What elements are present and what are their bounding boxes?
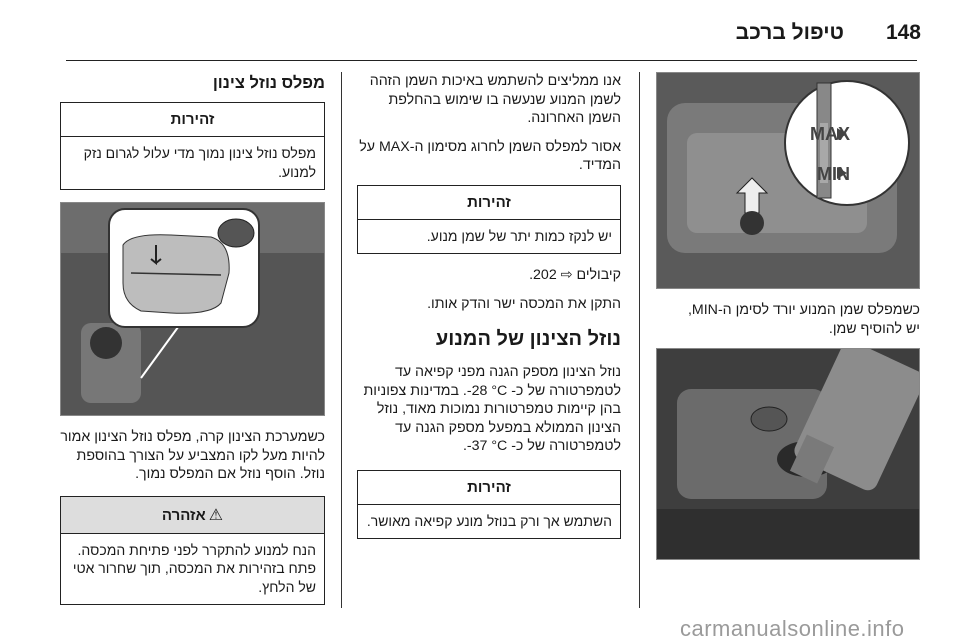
oil-max-text: אסור למפלס השמן לחרוג מסימון ה-MAX על המדיד.: [359, 138, 621, 173]
warning-box: [60, 496, 325, 606]
capacities-page[interactable]: 202: [533, 267, 557, 283]
caution-body: השתמש אך ורק בנוזל מונע קפיאה מאושר.: [366, 512, 612, 529]
fit-cap-text: התקן את המכסה ישר והדק אותו.: [427, 295, 621, 312]
capacities-label: קיבולים: [572, 267, 621, 283]
caution-title: זהירות: [61, 103, 324, 137]
watermark: carmanualsonline.info: [680, 616, 905, 641]
warning-title-row: [61, 497, 324, 534]
coolant-heading: נוזל הצינון של המנוע: [435, 328, 621, 350]
oil-filling-image: [656, 348, 920, 560]
header-rule: [66, 60, 917, 61]
coolant-reservoir-illustration: [61, 203, 324, 415]
caution-box-oil: [357, 185, 621, 255]
warning-title: אזהרה: [161, 506, 206, 524]
right-column: [656, 72, 920, 560]
left-column: [60, 72, 325, 617]
caution-body: מפלס נוזל צינון נמוך מדי עלול לגרום נזק למנוע.: [83, 145, 316, 180]
caution-body: יש לנקז כמות יתר של שמן מנוע.: [426, 227, 612, 244]
warning-body: הנח למנוע להתקרר לפני פתיחת המכסה. פתח בזהירות את המכסה, תוך שחרור אטי של הלחץ.: [72, 541, 316, 595]
oil-quality-text: אנו ממליצים להשתמש באיכות השמן הזהה לשמן המנוע שנעשה בו שימוש בהחלפת השמן האחרונה.: [369, 73, 621, 126]
dipstick-illustration: [657, 73, 919, 288]
max-label: MAX: [810, 124, 850, 144]
warning-triangle-icon: ⚠: [208, 506, 224, 524]
caution-title: זהירות: [358, 471, 620, 505]
min-label: MIN: [817, 164, 850, 184]
oil-min-caption: [656, 301, 920, 338]
caution-box-coolant: [60, 102, 325, 190]
capacities-reference: קיבולים ⇨ 202.: [529, 267, 621, 283]
column-divider-right: [639, 72, 640, 608]
oil-filling-illustration: [657, 349, 919, 559]
caution-title: זהירות: [358, 186, 620, 220]
coolant-level-heading: מפלס נוזל צינון: [212, 74, 325, 92]
page-number: 148: [885, 21, 921, 44]
caution-box-antifreeze: [357, 470, 621, 540]
page-reference-icon: ⇨: [560, 267, 573, 283]
column-divider-left: [341, 72, 342, 608]
middle-column: [357, 72, 621, 551]
oil-min-caption-line2: יש להוסיף שמן.: [828, 320, 920, 337]
cold-system-text: כשמערכת הצינון קרה, מפלס נוזל הצינון אמור להיות מעל לקו המצביע על הצורך בהוספת נוזל. הוסף נוזל אם המפלס נמוך.: [60, 429, 325, 482]
engine-dipstick-image: [656, 72, 920, 289]
oil-min-caption-line1: כשמפלס שמן המנוע יורד לסימן ה-MIN,: [687, 302, 920, 318]
page-header: [0, 0, 960, 62]
coolant-reservoir-image: [60, 202, 325, 416]
coolant-text: נוזל הצינון מספק הגנה מפני קפיאה עד לטמפרטורה של כ- ‎-28 °C. במדינות צפוניות בהן קיימות טמפרטורות נמוכות מאוד, נוזל הצינון הממולא במפעל מספק הגנה עד לטמפרטורה של כ- ‎-37 °C.: [363, 364, 621, 454]
page-title: טיפול ברכב: [735, 21, 844, 44]
